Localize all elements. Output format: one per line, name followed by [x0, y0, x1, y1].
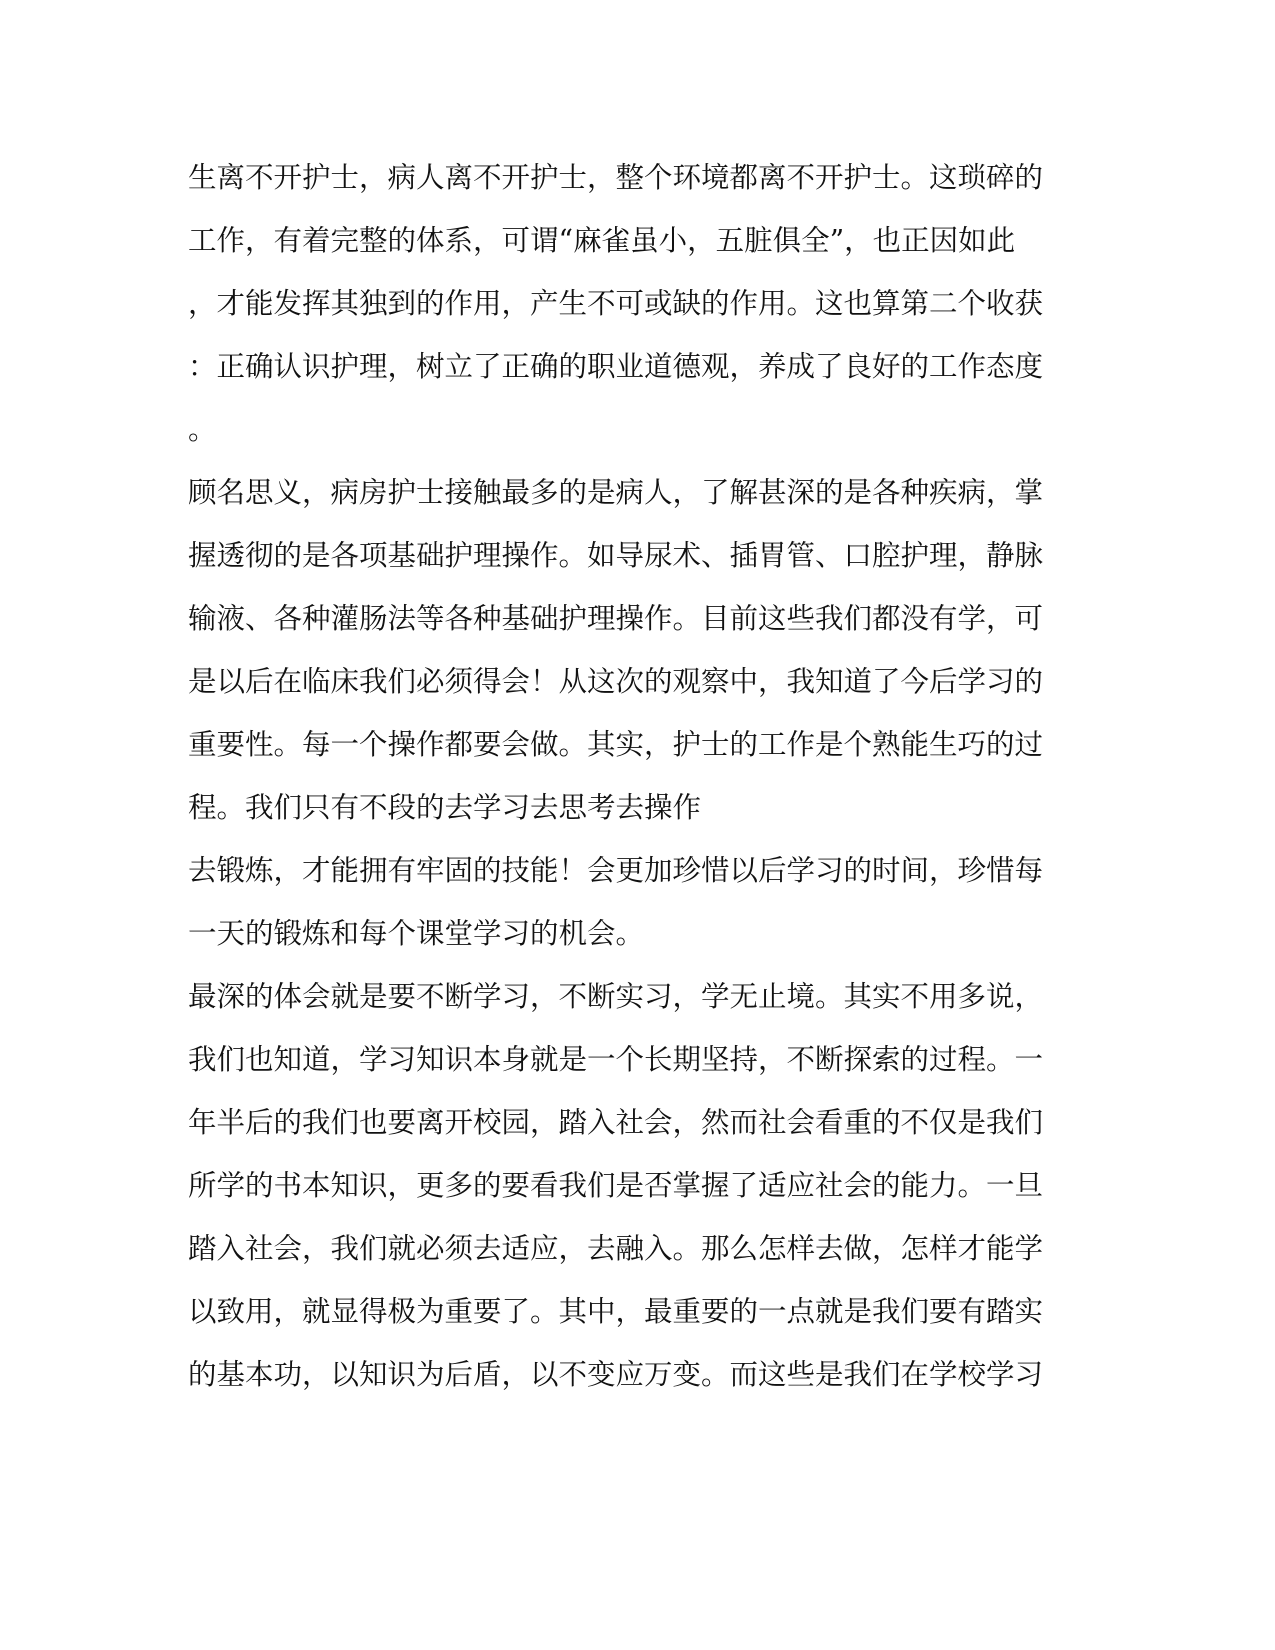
text-line: 去锻炼，才能拥有牢固的技能！会更加珍惜以后学习的时间，珍惜每: [188, 854, 1044, 887]
text-line: 我们也知道，学习知识本身就是一个长期坚持，不断探索的过程。一: [188, 1043, 1044, 1076]
text-line: ，才能发挥其独到的作用，产生不可或缺的作用。这也算第二个收获: [188, 287, 1044, 320]
text-line: ：正确认识护理，树立了正确的职业道德观，养成了良好的工作态度: [188, 350, 1044, 383]
text-line: 工作，有着完整的体系，可谓“麻雀虽小，五脏俱全”，也正因如此: [188, 224, 1016, 257]
text-line: 顾名思义，病房护士接触最多的是病人，了解甚深的是各种疾病，掌: [188, 476, 1044, 509]
text-line: 输液、各种灌肠法等各种基础护理操作。目前这些我们都没有学，可: [188, 602, 1044, 635]
text-line: 一天的锻炼和每个课堂学习的机会。: [188, 917, 645, 950]
text-line: 的基本功，以知识为后盾，以不变应万变。而这些是我们在学校学习: [188, 1358, 1044, 1391]
text-line: 最深的体会就是要不断学习，不断实习，学无止境。其实不用多说，: [188, 980, 1044, 1013]
text-line: 生离不开护士，病人离不开护士，整个环境都离不开护士。这琐碎的: [188, 161, 1044, 194]
text-line: 踏入社会，我们就必须去适应，去融入。那么怎样去做，怎样才能学: [188, 1232, 1044, 1265]
text-line: 程。我们只有不段的去学习去思考去操作: [188, 791, 702, 824]
text-line: 所学的书本知识，更多的要看我们是否掌握了适应社会的能力。一旦: [188, 1169, 1044, 1202]
text-line: 重要性。每一个操作都要会做。其实，护士的工作是个熟能生巧的过: [188, 728, 1044, 761]
text-line: 以致用，就显得极为重要了。其中，最重要的一点就是我们要有踏实: [188, 1295, 1044, 1328]
text-line: 握透彻的是各项基础护理操作。如导尿术、插胃管、口腔护理，静脉: [188, 539, 1044, 572]
text-line: 年半后的我们也要离开校园，踏入社会，然而社会看重的不仅是我们: [188, 1106, 1044, 1139]
text-line: 是以后在临床我们必须得会！从这次的观察中，我知道了今后学习的: [188, 665, 1044, 698]
text-line: 。: [188, 413, 217, 446]
